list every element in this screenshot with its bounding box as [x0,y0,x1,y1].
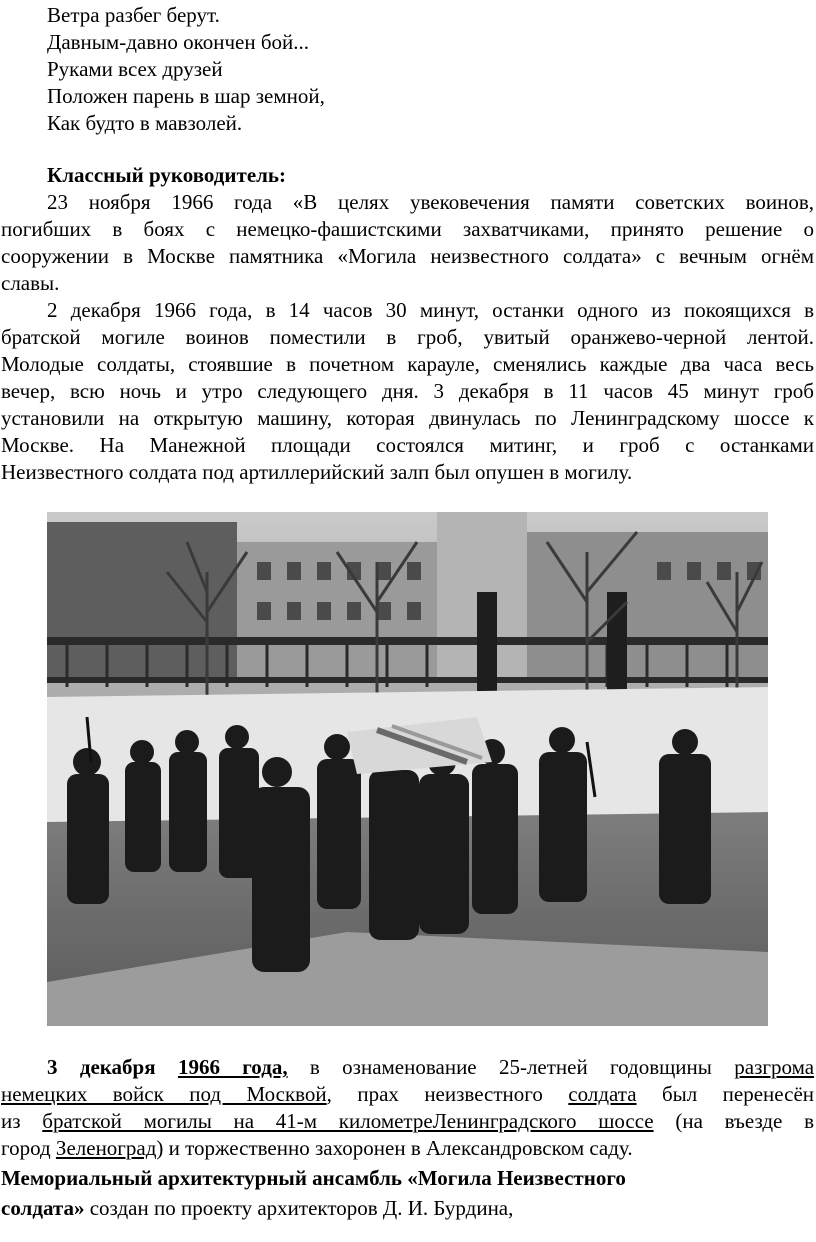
poem-line: Давным-давно окончен бой... [47,30,310,54]
caption-text: , прах неизвестного [326,1082,543,1106]
battle-of-moscow-link[interactable]: немецких войск под Москвой [1,1082,327,1106]
poem-line: Положен парень в шар земной, [47,84,325,108]
caption-date: 3 декабря [47,1055,156,1079]
historical-photo [47,512,768,1026]
caption-text: ) и торжественно захоронен в Александровском саду. [156,1136,633,1160]
paragraph-line: Москве. На Манежной площади состоялся митинг, и гроб с останками [1,433,814,457]
year-link[interactable]: 1966 года, [177,1055,288,1079]
paragraph-line: сооружении в Москве памятника «Могила неизвестного солдата» с вечным огнём [1,244,814,268]
caption-text: в ознаменование 25-летней годовщины [309,1055,712,1079]
paragraph-line: установили на открытую машину, которая двинулась по Ленинградскому шоссе к [1,406,814,430]
memorial-bold-text: солдата» [1,1196,85,1220]
zelenograd-link[interactable]: Зеленоград [55,1136,157,1160]
paragraph-line: Неизвестного солдата под артиллерийский залп был опушен в могилу. [1,460,633,484]
paragraph-line: 2 декабря 1966 года, в 14 часов 30 минут, останки одного из покоящихся в [47,298,814,322]
caption-line [1,1081,814,1108]
caption-line [1,1054,814,1081]
photo-caption-paragraph [1,1054,814,1162]
paragraph-line: погибших в боях с немецко-фашистскими захватчиками, принято решение о [1,217,814,241]
caption-text: был перенесён [661,1082,815,1106]
paragraph-line: братской могиле воинов поместили в гроб, увитый оранжево-черной лентой. [1,325,814,349]
paragraph-transfer [1,297,814,486]
caption-text: из [1,1109,21,1133]
mass-grave-link[interactable]: братской могилы на 41-м километреЛенинградского шоссе [42,1109,654,1133]
paragraph-decision [1,189,814,297]
soldier-link[interactable]: солдата [568,1082,637,1106]
paragraph-line: славы. [1,271,60,295]
caption-line [1,1135,814,1162]
speaker-heading: Классный руководитель: [47,163,287,187]
poem-line: Руками всех друзей [47,57,223,81]
paragraph-line: вечер, всю ночь и утро следующего дня. 3 декабря в 11 часов 45 минут гроб [1,379,814,403]
caption-text: (на въезде в [675,1109,814,1133]
paragraph-line: Молодые солдаты, стоявшие в почетном карауле, сменялись каждые два часа весь [1,352,814,376]
caption-line [1,1108,814,1135]
photo-illustration [47,512,768,1026]
poem-stanza [47,2,325,137]
caption-text: город [1,1136,51,1160]
memorial-line: Мемориальный архитектурный ансамбль «Могила Неизвестного [1,1166,626,1190]
defeat-link[interactable]: разгрома [734,1055,815,1079]
paragraph-line: 23 ноября 1966 года «В целях увековечения памяти советских воинов, [47,190,814,214]
poem-line: Как будто в мавзолей. [47,111,243,135]
memorial-text: создан по проекту архитекторов Д. И. Бурдина, [84,1196,514,1220]
poem-line: Ветра разбег берут. [47,3,220,27]
memorial-line [1,1193,814,1223]
memorial-paragraph [1,1163,814,1223]
